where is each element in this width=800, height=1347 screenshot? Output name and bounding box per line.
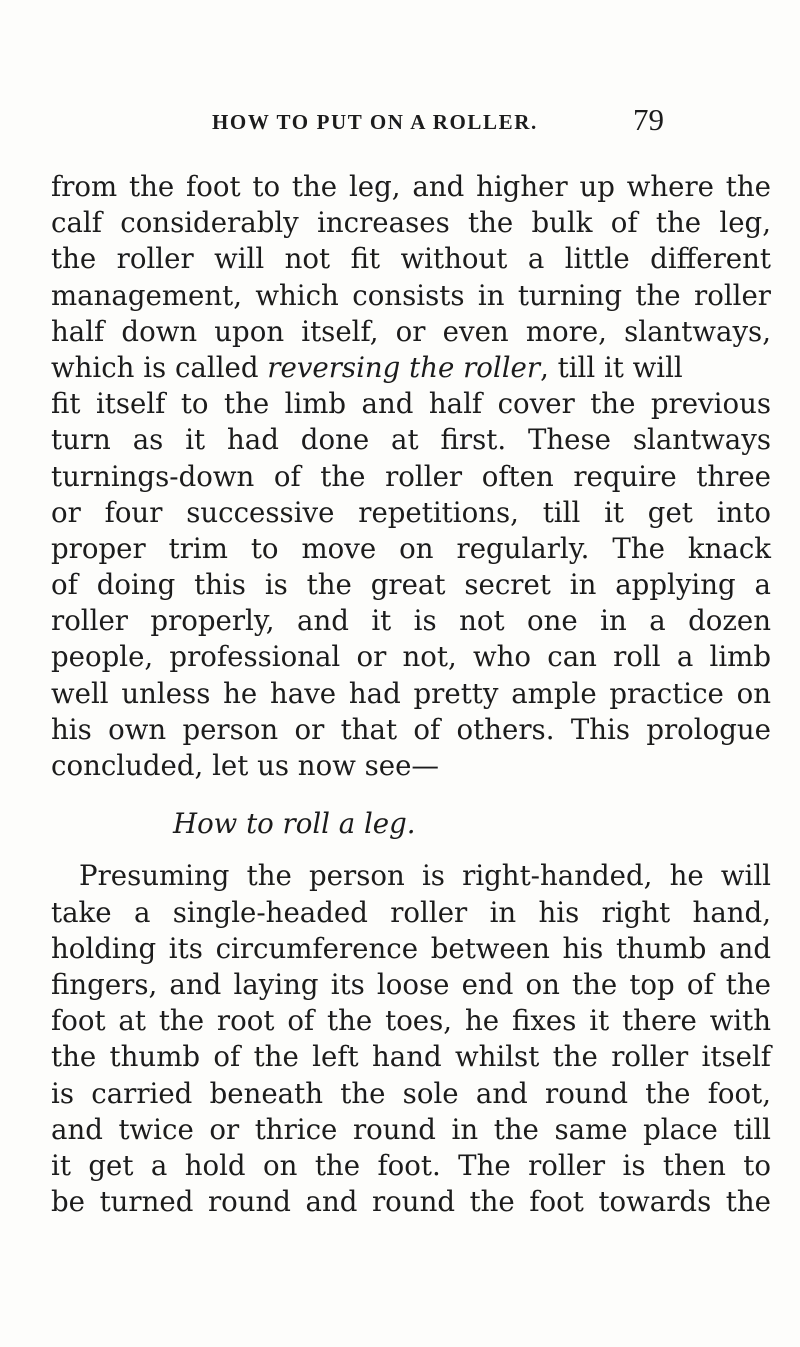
text-line: fit itself to the limb and half cover the previous [51,387,771,421]
text-line: Presuming the person is right-handed, he will [79,859,771,893]
page-header [0,102,800,142]
text-line: fingers, and laying its loose end on the top of the [51,967,771,1001]
text-line: or four successive repetitions, till it get into [51,495,771,529]
text-line: take a single-headed roller in his right hand, [51,895,771,929]
text-segment: , till it will [540,350,683,384]
text-line: people, professional or not, who can roll a limb [51,640,771,674]
text-segment: which is called [51,350,268,384]
italic-phrase: reversing the roller [267,350,541,384]
text-line: and twice or thrice round in the same place till [51,1112,771,1146]
text-line: turnings-down of the roller often require three [51,459,771,493]
text-line: the roller will not fit without a little different [51,242,771,276]
paragraph [51,858,771,1220]
text-line: roller properly, and it is not one in a dozen [51,604,771,638]
text-line: is carried beneath the sole and round the foot, [51,1076,771,1110]
text-segment [51,350,683,386]
text-line: turn as it had done at first. These slantways [51,423,771,457]
text-line: management, which consists in turning the roller [51,278,771,312]
text-line: well unless he have had pretty ample practice on [51,676,771,710]
text-line: of doing this is the great secret in applying a [51,568,771,602]
text-line: be turned round and round the foot towards the [51,1185,771,1219]
paragraph [51,169,771,784]
text-line [51,350,771,386]
text-line: half down upon itself, or even more, slantways, [51,314,771,348]
text-line: from the foot to the leg, and higher up where the [51,170,771,203]
text-line: calf considerably increases the bulk of the leg, [51,206,771,240]
running-title: HOW TO PUT ON A ROLLER. [212,110,538,134]
text-line: it get a hold on the foot. The roller is then to [51,1148,771,1182]
text-line: proper trim to move on regularly. The knack [51,531,771,565]
page-body [51,169,771,1220]
section-heading: How to roll a leg. [173,807,416,841]
page-number: 79 [633,102,664,137]
text-line: foot at the root of the toes, he fixes it there with [51,1004,771,1038]
text-line: the thumb of the left hand whilst the roller itself [51,1040,771,1074]
text-line: his own person or that of others. This prologue [51,712,771,746]
text-line: concluded, let us now see— [51,749,439,782]
text-line: holding its circumference between his thumb and [51,931,771,965]
